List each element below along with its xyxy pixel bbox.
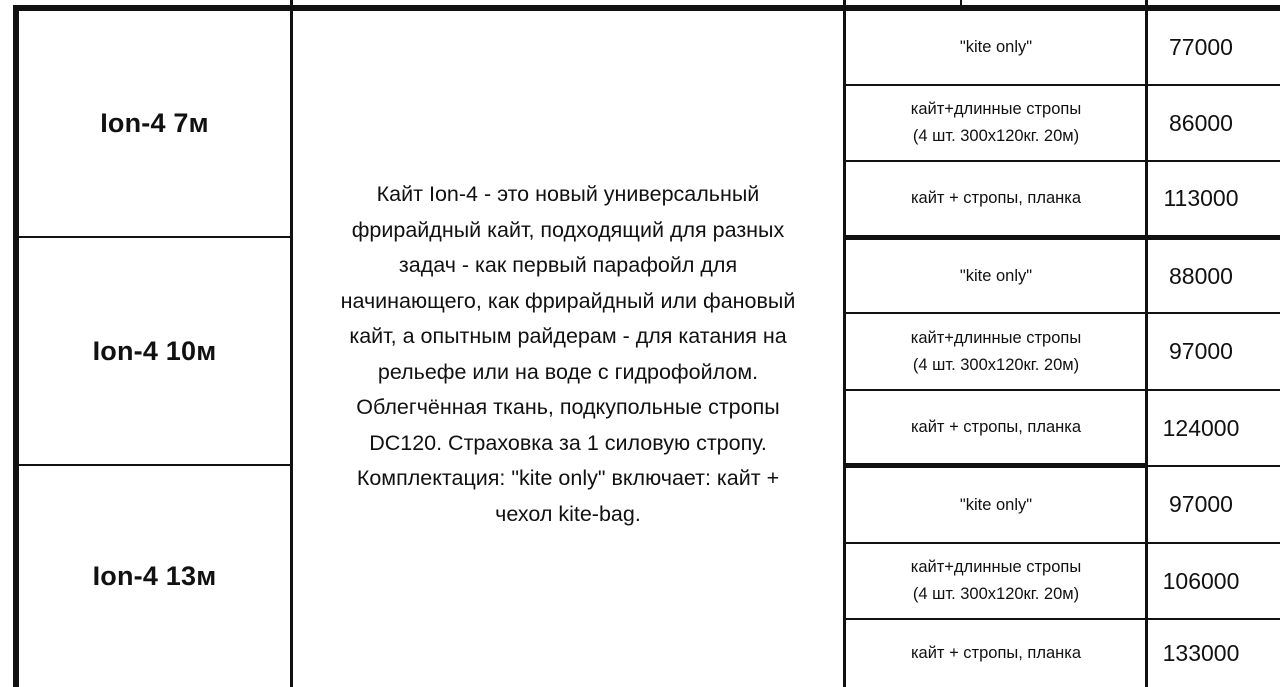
- model-name-cell: Ion-4 13м: [92, 561, 217, 591]
- price-cell: 113000: [1163, 185, 1239, 211]
- price-cell: 77000: [1169, 34, 1233, 60]
- option-label: кайт+длинные стропы (4 шт. 300х120кг. 20м): [910, 558, 1082, 603]
- option-label: кайт + стропы, планка: [910, 189, 1082, 207]
- description-text: Кайт Ion-4 - это новый универсальный фрирайдный кайт, подходящий для разных задач - как первый парафойл для начинающего, как фрирайдный или фановый кайт, а опытным райдерам - для катания на рельефе или на воде с гидрофойлом. Облегчённая ткань, подкупольные стропы DC120. Страховка за 1 силовую стропу. Комплектация: "kite only" включает: кайт + чехол kite-bag.: [340, 182, 796, 526]
- option-label: кайт + стропы, планка: [910, 417, 1082, 436]
- option-label: кайт + стропы, планка: [910, 644, 1082, 662]
- price-cell: 106000: [1162, 567, 1240, 594]
- model-name-cell: Ion-4 10м: [92, 335, 217, 366]
- option-label: "kite only": [959, 38, 1033, 56]
- price-cell: 86000: [1169, 109, 1233, 136]
- option-label: кайт+длинные стропы (4 шт. 300х120кг. 20м): [910, 328, 1082, 374]
- price-cell: 88000: [1169, 262, 1233, 289]
- price-cell: 97000: [1169, 491, 1233, 517]
- model-name-cell: Ion-4 7м: [100, 108, 209, 138]
- option-label: кайт+длинные стропы (4 шт. 300х120кг. 20м): [910, 100, 1082, 145]
- option-label: "kite only": [959, 266, 1033, 285]
- header-cell-divider: [960, 0, 962, 9]
- price-cell: 124000: [1162, 414, 1240, 441]
- option-label: "kite only": [959, 495, 1033, 514]
- description-cell: [293, 10, 843, 687]
- price-cell: 133000: [1162, 640, 1240, 666]
- price-cell: 97000: [1169, 338, 1233, 364]
